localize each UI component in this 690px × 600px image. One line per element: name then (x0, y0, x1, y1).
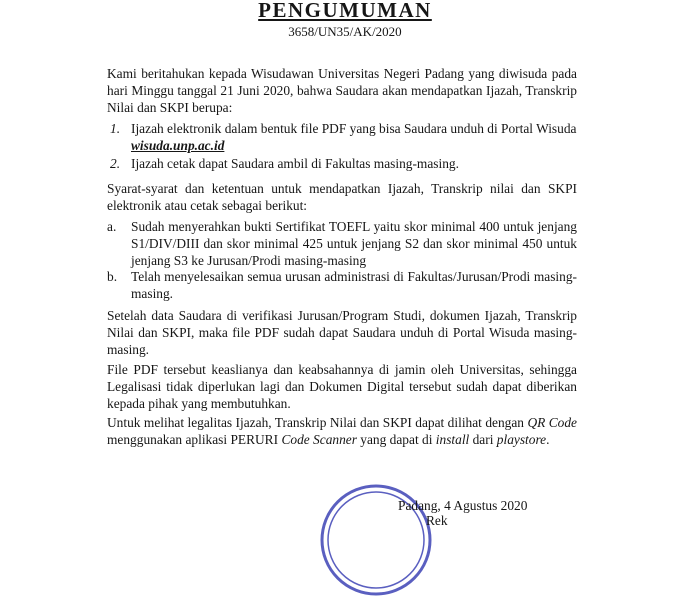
legalization-paragraph: File PDF tersebut keaslianya dan keabsahannya di jamin oleh Universitas, sehingga Legalisasi tidak diperlukan lagi dan Dokumen Digital tersebut sudah dapat diberikan kepada pihak yang membutuhkan. (107, 362, 577, 411)
intro-paragraph: Kami beritahukan kepada Wisudawan Universitas Negeri Padang yang diwisuda pada hari Minggu tanggal 21 Juni 2020, bahwa Saudara akan mendapatkan Ijazah, Transkrip Nilai dan SKPI berupa: (107, 66, 577, 115)
requirements-intro: Syarat-syarat dan ketentuan untuk mendapatkan Ijazah, Transkrip nilai dan SKPI elektronik atau cetak sebagai berikut: (107, 181, 577, 213)
list-marker: a. (107, 219, 117, 234)
list-marker: 2. (110, 156, 121, 171)
list-text: Ijazah cetak dapat Saudara ambil di Fakultas masing-masing. (131, 156, 459, 171)
list-marker: 1. (110, 121, 121, 136)
signature-title: Rek (426, 513, 448, 528)
verification-paragraph: Setelah data Saudara di verifikasi Jurusan/Program Studi, dokumen Ijazah, Transkrip Nilai dan SKPI, maka file PDF sudah dapat Saudara unduh di Portal Wisuda masing-masing. (107, 308, 577, 357)
list-marker: b. (107, 269, 118, 284)
signature-place-date: Padang, 4 Agustus 2020 (398, 498, 528, 513)
list-item (107, 268, 577, 302)
list-item (107, 218, 577, 269)
document-title: PENGUMUMAN (258, 0, 432, 22)
list-text: Telah menyelesaikan semua urusan administrasi di Fakultas/Jurusan/Prodi masing-masing. (131, 269, 577, 301)
list-text: Sudah menyerahkan bukti Sertifikat TOEFL yaitu skor minimal 400 untuk jenjang S1/DIV/DIII dan skor minimal 425 untuk jenjang S2 dan skor minimal 450 untuk jenjang S3 ke Jurusan/Prodi masing-masing (131, 219, 577, 268)
list-text: Ijazah elektronik dalam bentuk file PDF yang bisa Saudara unduh di Portal Wisuda (131, 121, 577, 136)
list-item (110, 120, 580, 154)
document-number: 3658/UN35/AK/2020 (288, 24, 402, 39)
qr-paragraph: Untuk melihat legalitas Ijazah, Transkrip Nilai dan SKPI dapat dilihat dengan QR Code menggunakan aplikasi PERURI Code Scanner yang dapat di install dari playstore. (107, 415, 577, 447)
portal-link[interactable]: wisuda.unp.ac.id (131, 138, 225, 153)
list-item (110, 155, 580, 172)
